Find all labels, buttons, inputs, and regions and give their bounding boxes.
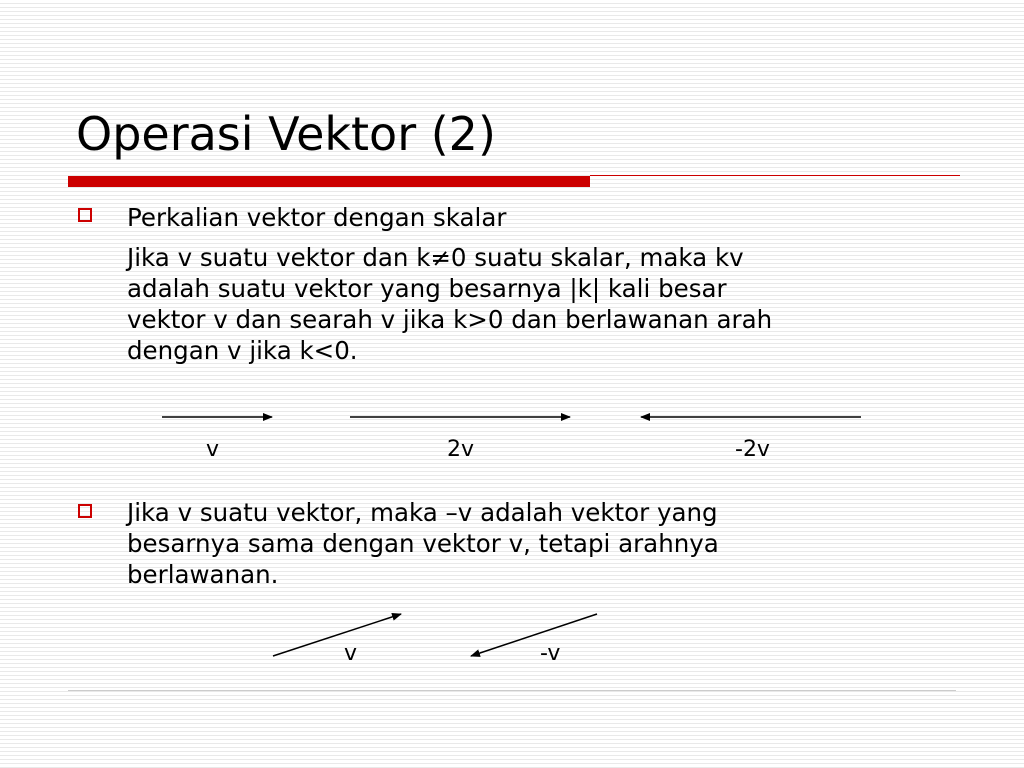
vector-neg-v-label: -v [540,641,561,666]
bullet-1-line-2: adalah suatu vektor yang besarnya |k| kali besar [127,274,727,303]
bullet-2-line-2: besarnya sama dengan vektor v, tetapi arahnya [127,529,719,558]
bullet-1-line-4: dengan v jika k<0. [127,336,358,365]
vector-v-label: v [206,437,220,462]
vector-neg-2v-label: -2v [735,437,770,462]
vector-v-label-2: v [344,641,358,666]
bullet-1-heading: Perkalian vektor dengan skalar [127,203,507,232]
vector-2v-label: 2v [447,437,475,462]
vector-v-diagonal-arrow [273,614,401,656]
footer-divider [68,690,956,691]
bullet-1-line-1: Jika v suatu vektor dan k≠0 suatu skalar, maka kv [127,243,744,272]
slide-title: Operasi Vektor (2) [76,107,496,161]
bullet-1-line-3: vektor v dan searah v jika k>0 dan berlawanan arah [127,305,773,334]
vector-neg-v-diagonal-arrow [471,614,597,656]
bullet-2-line-1: Jika v suatu vektor, maka –v adalah vektor yang [127,498,718,527]
bullet-2-line-3: berlawanan. [127,560,279,589]
